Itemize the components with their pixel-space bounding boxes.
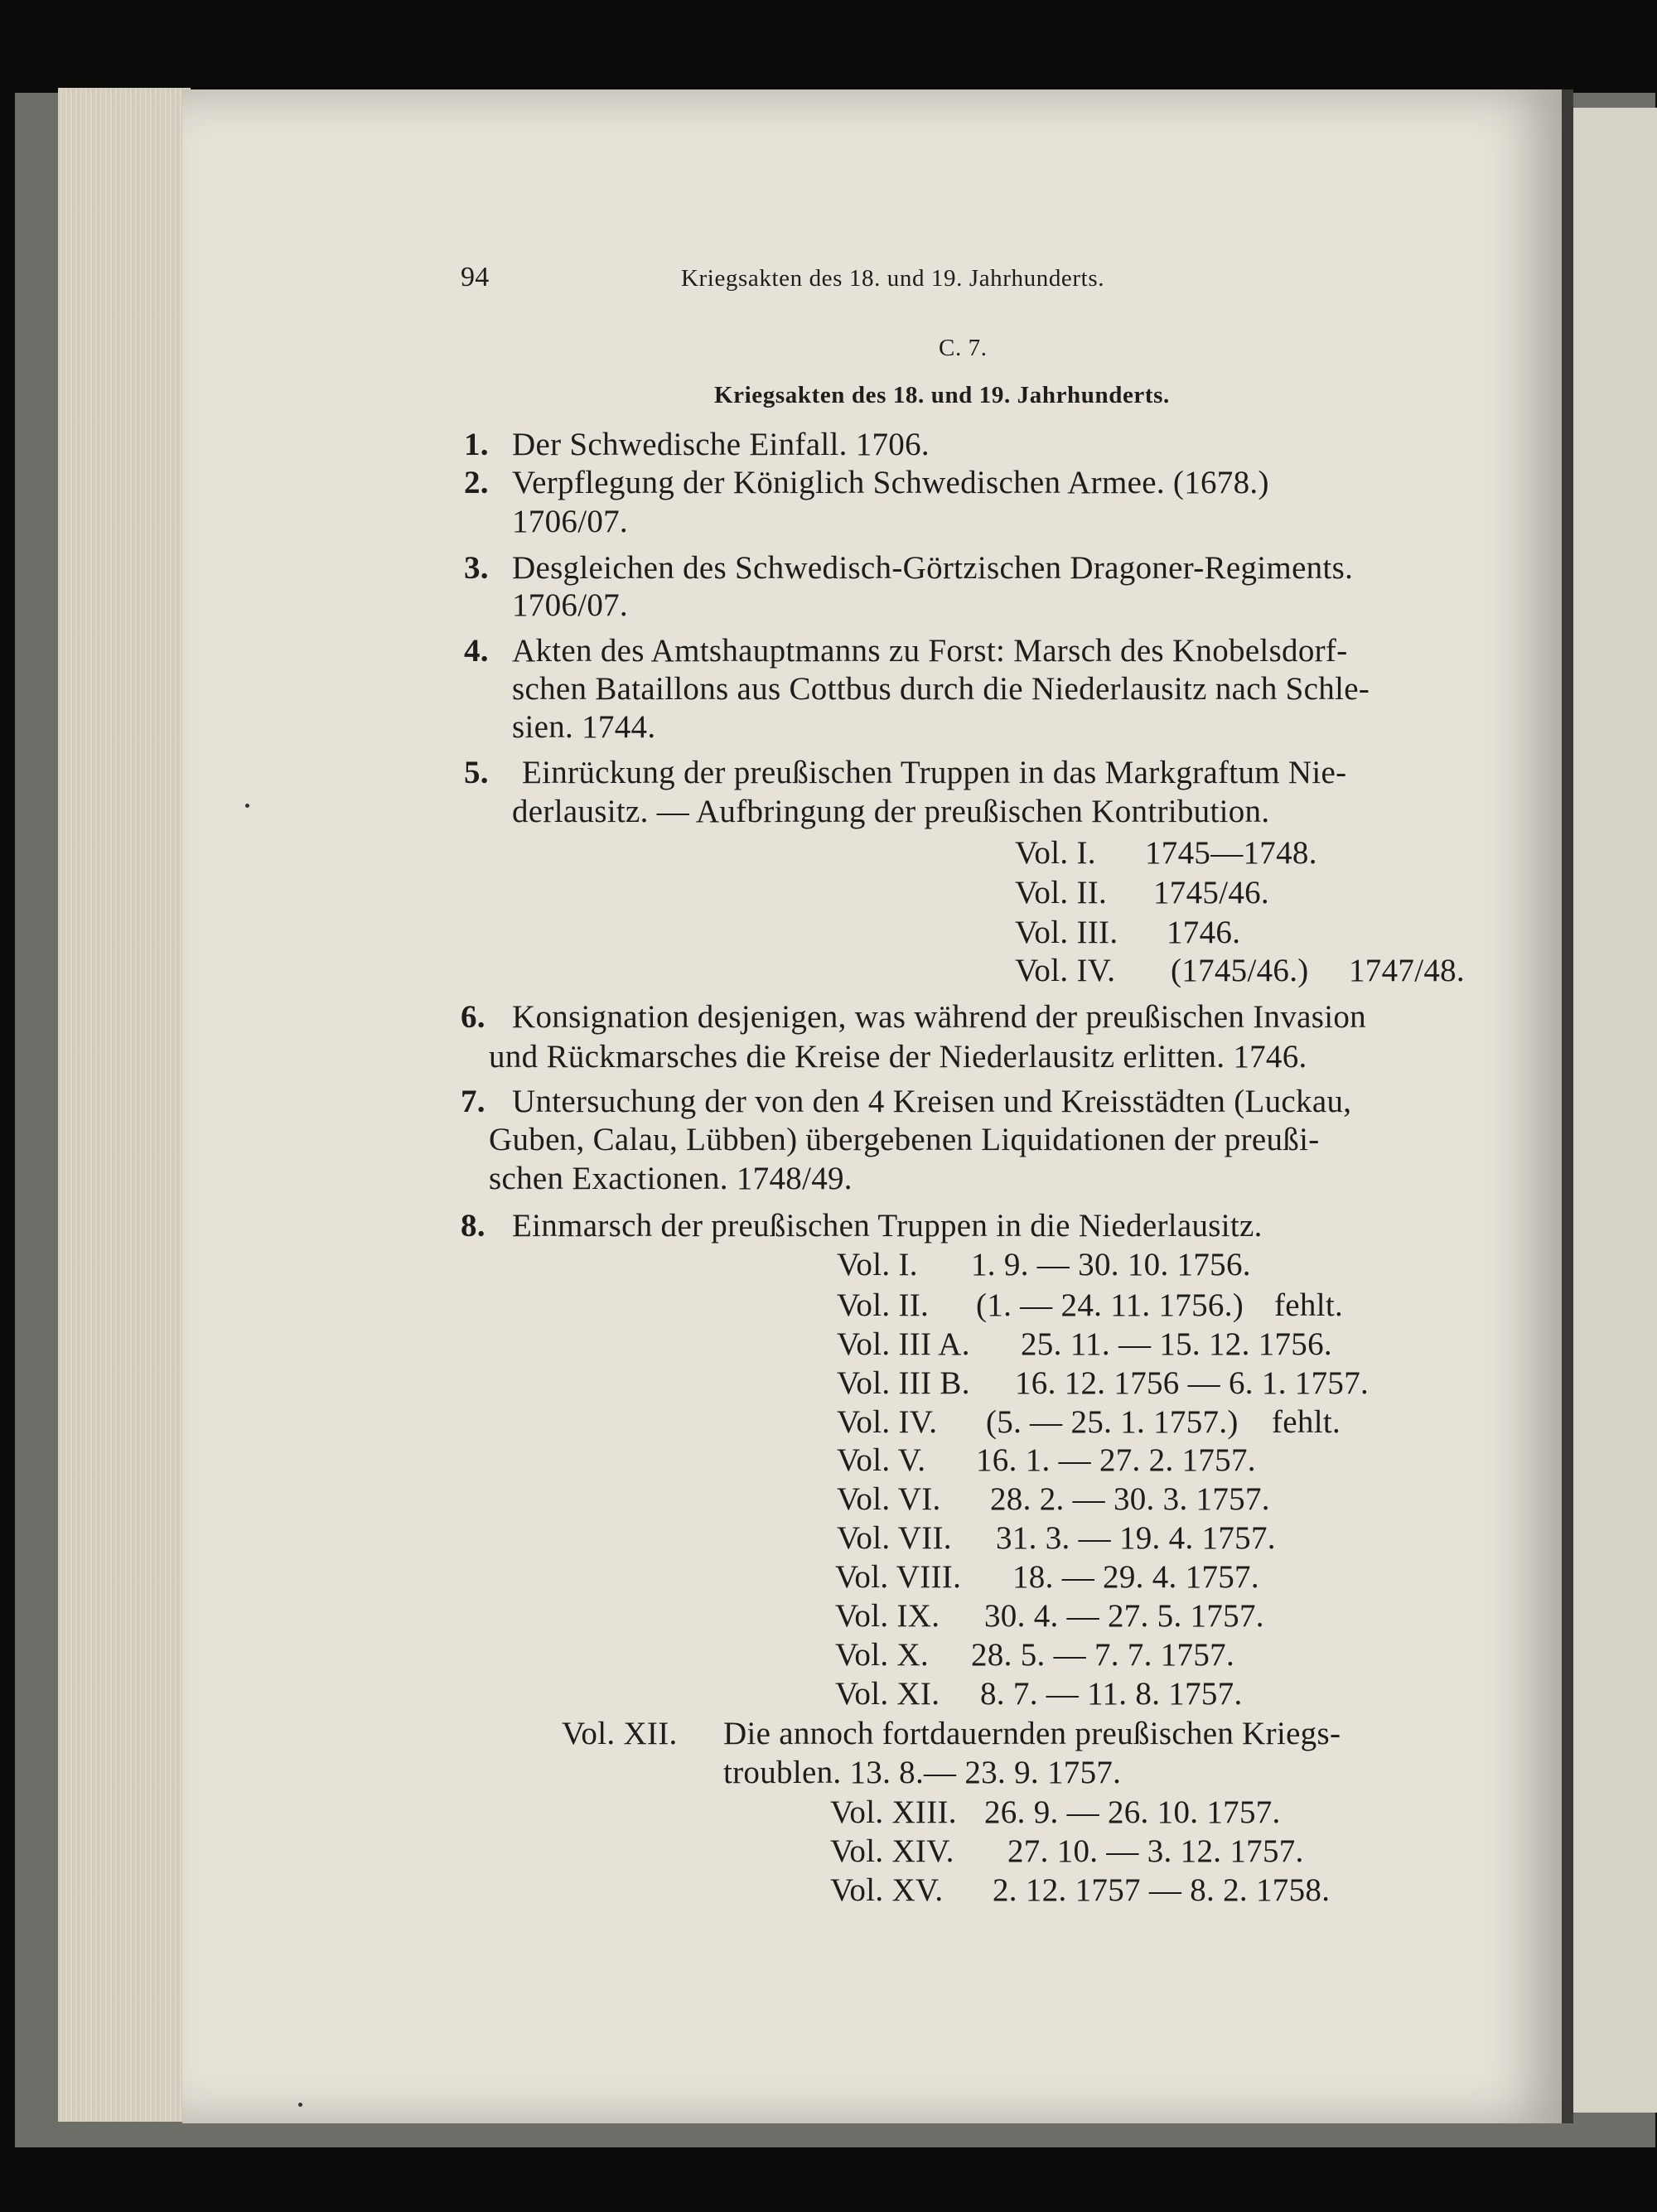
- entry-7-line-2: Guben, Calau, Lübben) übergebenen Liquidationen der preußi-: [489, 1122, 1320, 1157]
- entry-4-line-3: sien. 1744.: [512, 709, 656, 745]
- section-code: C. 7.: [939, 335, 988, 361]
- entry-8-vol-label: Vol. VII.: [837, 1520, 952, 1556]
- entry-8-vol-label: Vol. I.: [837, 1247, 918, 1282]
- entry-5-vol-dates: 1745/46.: [1153, 875, 1269, 910]
- adjacent-page: [1568, 108, 1657, 2113]
- entry-8-vol-dates: 1. 9. — 30. 10. 1756.: [971, 1247, 1251, 1282]
- entry-1-number: 1.: [464, 427, 489, 462]
- entry-5-line-2: derlausitz. — Aufbringung der preußischen Kontribution.: [512, 794, 1270, 829]
- entry-8-vol-label: Vol. XV.: [830, 1872, 944, 1908]
- entry-3-line-2: 1706/07.: [512, 587, 628, 623]
- entry-8-vol12-line-1: Die annoch fortdauernden preußischen Kriegs-: [723, 1716, 1341, 1751]
- entry-5-vol-label: Vol. IV.: [1015, 953, 1116, 988]
- entry-8-vol-label: Vol. XIV.: [830, 1833, 954, 1869]
- entry-2-line-1: Verpflegung der Königlich Schwedischen Armee. (1678.): [512, 465, 1269, 500]
- entry-4-number: 4.: [464, 633, 489, 669]
- entry-8-vol-dates: (1. — 24. 11. 1756.): [976, 1287, 1244, 1323]
- entry-8-vol-dates: 16. 1. — 27. 2. 1757.: [976, 1442, 1256, 1478]
- entry-6-line-1: Konsignation desjenigen, was während der preußischen Invasion: [512, 999, 1366, 1035]
- page-edges: [58, 88, 191, 2122]
- entry-2-line-2: 1706/07.: [512, 504, 628, 539]
- entry-8-vol-label: Vol. IX.: [835, 1598, 940, 1634]
- entry-8-vol-dates: 25. 11. — 15. 12. 1756.: [1021, 1326, 1332, 1362]
- page-number: 94: [461, 262, 490, 292]
- running-title: Kriegsakten des 18. und 19. Jahrhunderts.: [681, 265, 1105, 292]
- entry-7-line-1: Untersuchung der von den 4 Kreisen und Kreisstädten (Luckau,: [512, 1084, 1352, 1119]
- entry-3-line-1: Desgleichen des Schwedisch-Görtzischen Dragoner-Regiments.: [512, 550, 1354, 586]
- entry-5-line-1: Einrückung der preußischen Truppen in das Markgraftum Nie-: [522, 755, 1347, 790]
- entry-4-line-2: schen Bataillons aus Cottbus durch die Niederlausitz nach Schle-: [512, 671, 1370, 707]
- entry-5-vol-label: Vol. I.: [1015, 835, 1096, 871]
- section-title: Kriegsakten des 18. und 19. Jahrhunderts.: [714, 382, 1170, 408]
- entry-8-vol-label: Vol. V.: [837, 1442, 926, 1478]
- entry-8-vol-extra: fehlt.: [1274, 1287, 1344, 1323]
- book-gutter: [1562, 89, 1573, 2123]
- entry-8-vol-label: Vol. IV.: [837, 1404, 938, 1440]
- entry-8-vol-label: Vol. XIII.: [830, 1794, 957, 1830]
- entry-8-vol-label: Vol. VI.: [837, 1481, 941, 1517]
- entry-2-number: 2.: [464, 465, 489, 500]
- entry-1-line-1: Der Schwedische Einfall. 1706.: [512, 427, 930, 462]
- entry-8-vol-label: Vol. X.: [835, 1637, 929, 1673]
- entry-8-vol-dates: 26. 9. — 26. 10. 1757.: [984, 1794, 1281, 1830]
- entry-5-vol-dates: (1745/46.): [1171, 953, 1309, 988]
- paper-speck: [245, 804, 249, 808]
- entry-8-vol-label: Vol. II.: [837, 1287, 930, 1323]
- entry-7-line-3: schen Exactionen. 1748/49.: [489, 1161, 853, 1196]
- entry-8-vol-dates: 18. — 29. 4. 1757.: [1012, 1559, 1259, 1595]
- entry-8-vol-dates: 8. 7. — 11. 8. 1757.: [980, 1676, 1243, 1712]
- entry-4-line-1: Akten des Amtshauptmanns zu Forst: Marsch des Knobelsdorf-: [512, 633, 1348, 669]
- entry-8-vol-label: Vol. III B.: [837, 1365, 970, 1401]
- entry-5-vol-label: Vol. II.: [1015, 875, 1108, 910]
- entry-7-number: 7.: [461, 1084, 486, 1119]
- entry-8-vol-dates: 28. 2. — 30. 3. 1757.: [990, 1481, 1270, 1517]
- entry-8-vol-label: Vol. VIII.: [835, 1559, 962, 1595]
- entry-8-vol-dates: 27. 10. — 3. 12. 1757.: [1007, 1833, 1304, 1869]
- entry-8-vol12-line-2: troublen. 13. 8.— 23. 9. 1757.: [723, 1755, 1122, 1790]
- entry-8-vol-dates: (5. — 25. 1. 1757.): [986, 1404, 1239, 1440]
- entry-8-vol-extra: fehlt.: [1272, 1404, 1341, 1440]
- entry-5-vol-extra: 1747/48.: [1349, 953, 1465, 988]
- entry-3-number: 3.: [464, 550, 489, 586]
- entry-8-number: 8.: [461, 1208, 486, 1244]
- entry-8-vol-label: Vol. III A.: [837, 1326, 970, 1362]
- entry-6-line-2: und Rückmarsches die Kreise der Niederlausitz erlitten. 1746.: [489, 1039, 1307, 1075]
- entry-5-vol-dates: 1746.: [1167, 915, 1241, 950]
- entry-8-vol-dates: 30. 4. — 27. 5. 1757.: [984, 1598, 1264, 1634]
- entry-5-vol-dates: 1745—1748.: [1145, 835, 1317, 871]
- entry-8-vol12-label: Vol. XII.: [562, 1716, 678, 1751]
- entry-5-vol-label: Vol. III.: [1015, 915, 1118, 950]
- entry-8-vol-dates: 16. 12. 1756 — 6. 1. 1757.: [1015, 1365, 1370, 1401]
- entry-8-vol-dates: 2. 12. 1757 — 8. 2. 1758.: [993, 1872, 1331, 1908]
- entry-8-line-1: Einmarsch der preußischen Truppen in die Niederlausitz.: [512, 1208, 1263, 1244]
- entry-8-vol-dates: 31. 3. — 19. 4. 1757.: [996, 1520, 1276, 1556]
- entry-6-number: 6.: [461, 999, 486, 1035]
- entry-5-number: 5.: [464, 755, 489, 790]
- entry-8-vol-dates: 28. 5. — 7. 7. 1757.: [971, 1637, 1234, 1673]
- entry-8-vol-label: Vol. XI.: [835, 1676, 940, 1712]
- paper-speck: [298, 2103, 302, 2107]
